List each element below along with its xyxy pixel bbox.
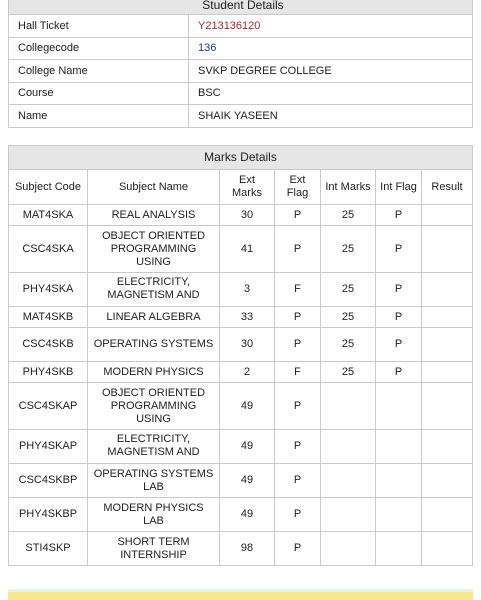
cell-int-flag [376, 532, 422, 566]
marks-row [9, 498, 473, 532]
cell-ext-flag: P [275, 430, 321, 464]
cell-ext-flag: P [275, 328, 321, 362]
cell-result [422, 532, 473, 566]
hall-ticket-label: Hall Ticket [9, 15, 189, 38]
cell-result [422, 498, 473, 532]
cell-ext-marks: 2 [220, 362, 275, 383]
cell-ext-flag: P [275, 383, 321, 430]
cell-ext-marks: 49 [220, 383, 275, 430]
hall-ticket-value: Y213136120 [189, 15, 473, 38]
cell-int-flag: P [376, 307, 422, 328]
cell-int-flag: P [376, 273, 422, 307]
cell-subject-name: OPERATING SYSTEMS LAB [88, 464, 220, 498]
cell-result [422, 307, 473, 328]
cell-subject-name: OBJECT ORIENTED PROGRAMMING USING [88, 383, 220, 430]
cell-ext-flag: P [275, 226, 321, 273]
marks-row [9, 362, 473, 383]
cell-int-flag: P [376, 205, 422, 226]
cell-result [422, 383, 473, 430]
cell-subject-name: OBJECT ORIENTED PROGRAMMING USING [88, 226, 220, 273]
cell-subject-name: SHORT TERM INTERNSHIP [88, 532, 220, 566]
cell-int-flag: P [376, 362, 422, 383]
cell-subject-code: CSC4SKBP [9, 464, 88, 498]
course-value: BSC [189, 82, 473, 105]
marks-row [9, 532, 473, 566]
col-ext-flag: Ext Flag [275, 170, 321, 205]
subject-name-text: ELECTRICITY, MAGNETISM AND [107, 433, 200, 458]
student-row-course [9, 82, 473, 105]
col-subject-code: Subject Code [9, 170, 88, 205]
cell-ext-marks: 98 [220, 532, 275, 566]
cell-ext-marks: 49 [220, 498, 275, 532]
cell-subject-name [88, 273, 220, 307]
cell-subject-name [88, 430, 220, 464]
name-value: SHAIK YASEEN [189, 105, 473, 128]
col-int-flag: Int Flag [376, 170, 422, 205]
cell-ext-flag: P [275, 205, 321, 226]
cell-ext-flag: F [275, 273, 321, 307]
student-details-table [8, 0, 473, 128]
student-row-college-name [9, 60, 473, 83]
cell-ext-marks: 49 [220, 464, 275, 498]
cell-subject-name: MODERN PHYSICS [88, 362, 220, 383]
cell-result [422, 430, 473, 464]
cell-int-marks [321, 464, 376, 498]
student-row-collegecode [9, 37, 473, 60]
col-result: Result [422, 170, 473, 205]
cell-ext-flag: P [275, 498, 321, 532]
cell-subject-code: PHY4SKB [9, 362, 88, 383]
cell-int-marks [321, 532, 376, 566]
cell-result [422, 362, 473, 383]
marks-row [9, 383, 473, 430]
marks-details-table [8, 145, 473, 566]
cell-int-marks: 25 [321, 226, 376, 273]
cell-subject-code: STI4SKP [9, 532, 88, 566]
cell-ext-marks: 30 [220, 328, 275, 362]
col-int-marks: Int Marks [321, 170, 376, 205]
cell-int-marks: 25 [321, 273, 376, 307]
student-row-name [9, 105, 473, 128]
cell-int-flag [376, 464, 422, 498]
col-ext-marks: Ext Marks [220, 170, 275, 205]
cell-subject-code: PHY4SKAP [9, 430, 88, 464]
cell-int-marks: 25 [321, 362, 376, 383]
name-label: Name [9, 105, 189, 128]
course-label: Course [9, 82, 189, 105]
cell-ext-marks: 41 [220, 226, 275, 273]
cell-subject-code: PHY4SKBP [9, 498, 88, 532]
cell-subject-name: MODERN PHYSICS LAB [88, 498, 220, 532]
cell-int-marks [321, 498, 376, 532]
footer-bar [8, 589, 473, 600]
cell-int-flag: P [376, 328, 422, 362]
marks-row [9, 205, 473, 226]
marks-row [9, 273, 473, 307]
cell-ext-marks: 3 [220, 273, 275, 307]
cell-subject-name: LINEAR ALGEBRA [88, 307, 220, 328]
cell-int-flag: P [376, 226, 422, 273]
marks-row [9, 328, 473, 362]
cell-subject-code: PHY4SKA [9, 273, 88, 307]
cell-ext-flag: P [275, 307, 321, 328]
marks-details-title: Marks Details [9, 146, 473, 170]
cell-int-flag [376, 383, 422, 430]
col-subject-name: Subject Name [88, 170, 220, 205]
cell-int-marks: 25 [321, 205, 376, 226]
cell-ext-flag: P [275, 464, 321, 498]
marks-row [9, 226, 473, 273]
cell-subject-code: CSC4SKA [9, 226, 88, 273]
cell-subject-name: REAL ANALYSIS [88, 205, 220, 226]
cell-subject-code: CSC4SKAP [9, 383, 88, 430]
marks-row [9, 464, 473, 498]
student-details-title: Student Details [9, 0, 473, 15]
cell-ext-marks: 30 [220, 205, 275, 226]
cell-result [422, 328, 473, 362]
cell-result [422, 273, 473, 307]
cell-ext-flag: P [275, 532, 321, 566]
college-name-label: College Name [9, 60, 189, 83]
collegecode-value: 136 [189, 37, 473, 60]
collegecode-label: Collegecode [9, 37, 189, 60]
marks-row [9, 430, 473, 464]
cell-ext-flag: F [275, 362, 321, 383]
college-name-value: SVKP DEGREE COLLEGE [189, 60, 473, 83]
cell-result [422, 464, 473, 498]
cell-result [422, 205, 473, 226]
cell-subject-name: OPERATING SYSTEMS [88, 328, 220, 362]
cell-int-marks [321, 383, 376, 430]
cell-ext-marks: 49 [220, 430, 275, 464]
cell-subject-code: MAT4SKB [9, 307, 88, 328]
cell-subject-code: MAT4SKA [9, 205, 88, 226]
marks-row [9, 307, 473, 328]
cell-ext-marks: 33 [220, 307, 275, 328]
cell-result [422, 226, 473, 273]
cell-int-marks [321, 430, 376, 464]
student-row-hall-ticket [9, 15, 473, 38]
cell-int-marks: 25 [321, 307, 376, 328]
cell-int-flag [376, 498, 422, 532]
marks-header-row [9, 170, 473, 205]
subject-name-text: ELECTRICITY, MAGNETISM AND [107, 276, 200, 301]
cell-subject-code: CSC4SKB [9, 328, 88, 362]
cell-int-marks: 25 [321, 328, 376, 362]
cell-int-flag [376, 430, 422, 464]
